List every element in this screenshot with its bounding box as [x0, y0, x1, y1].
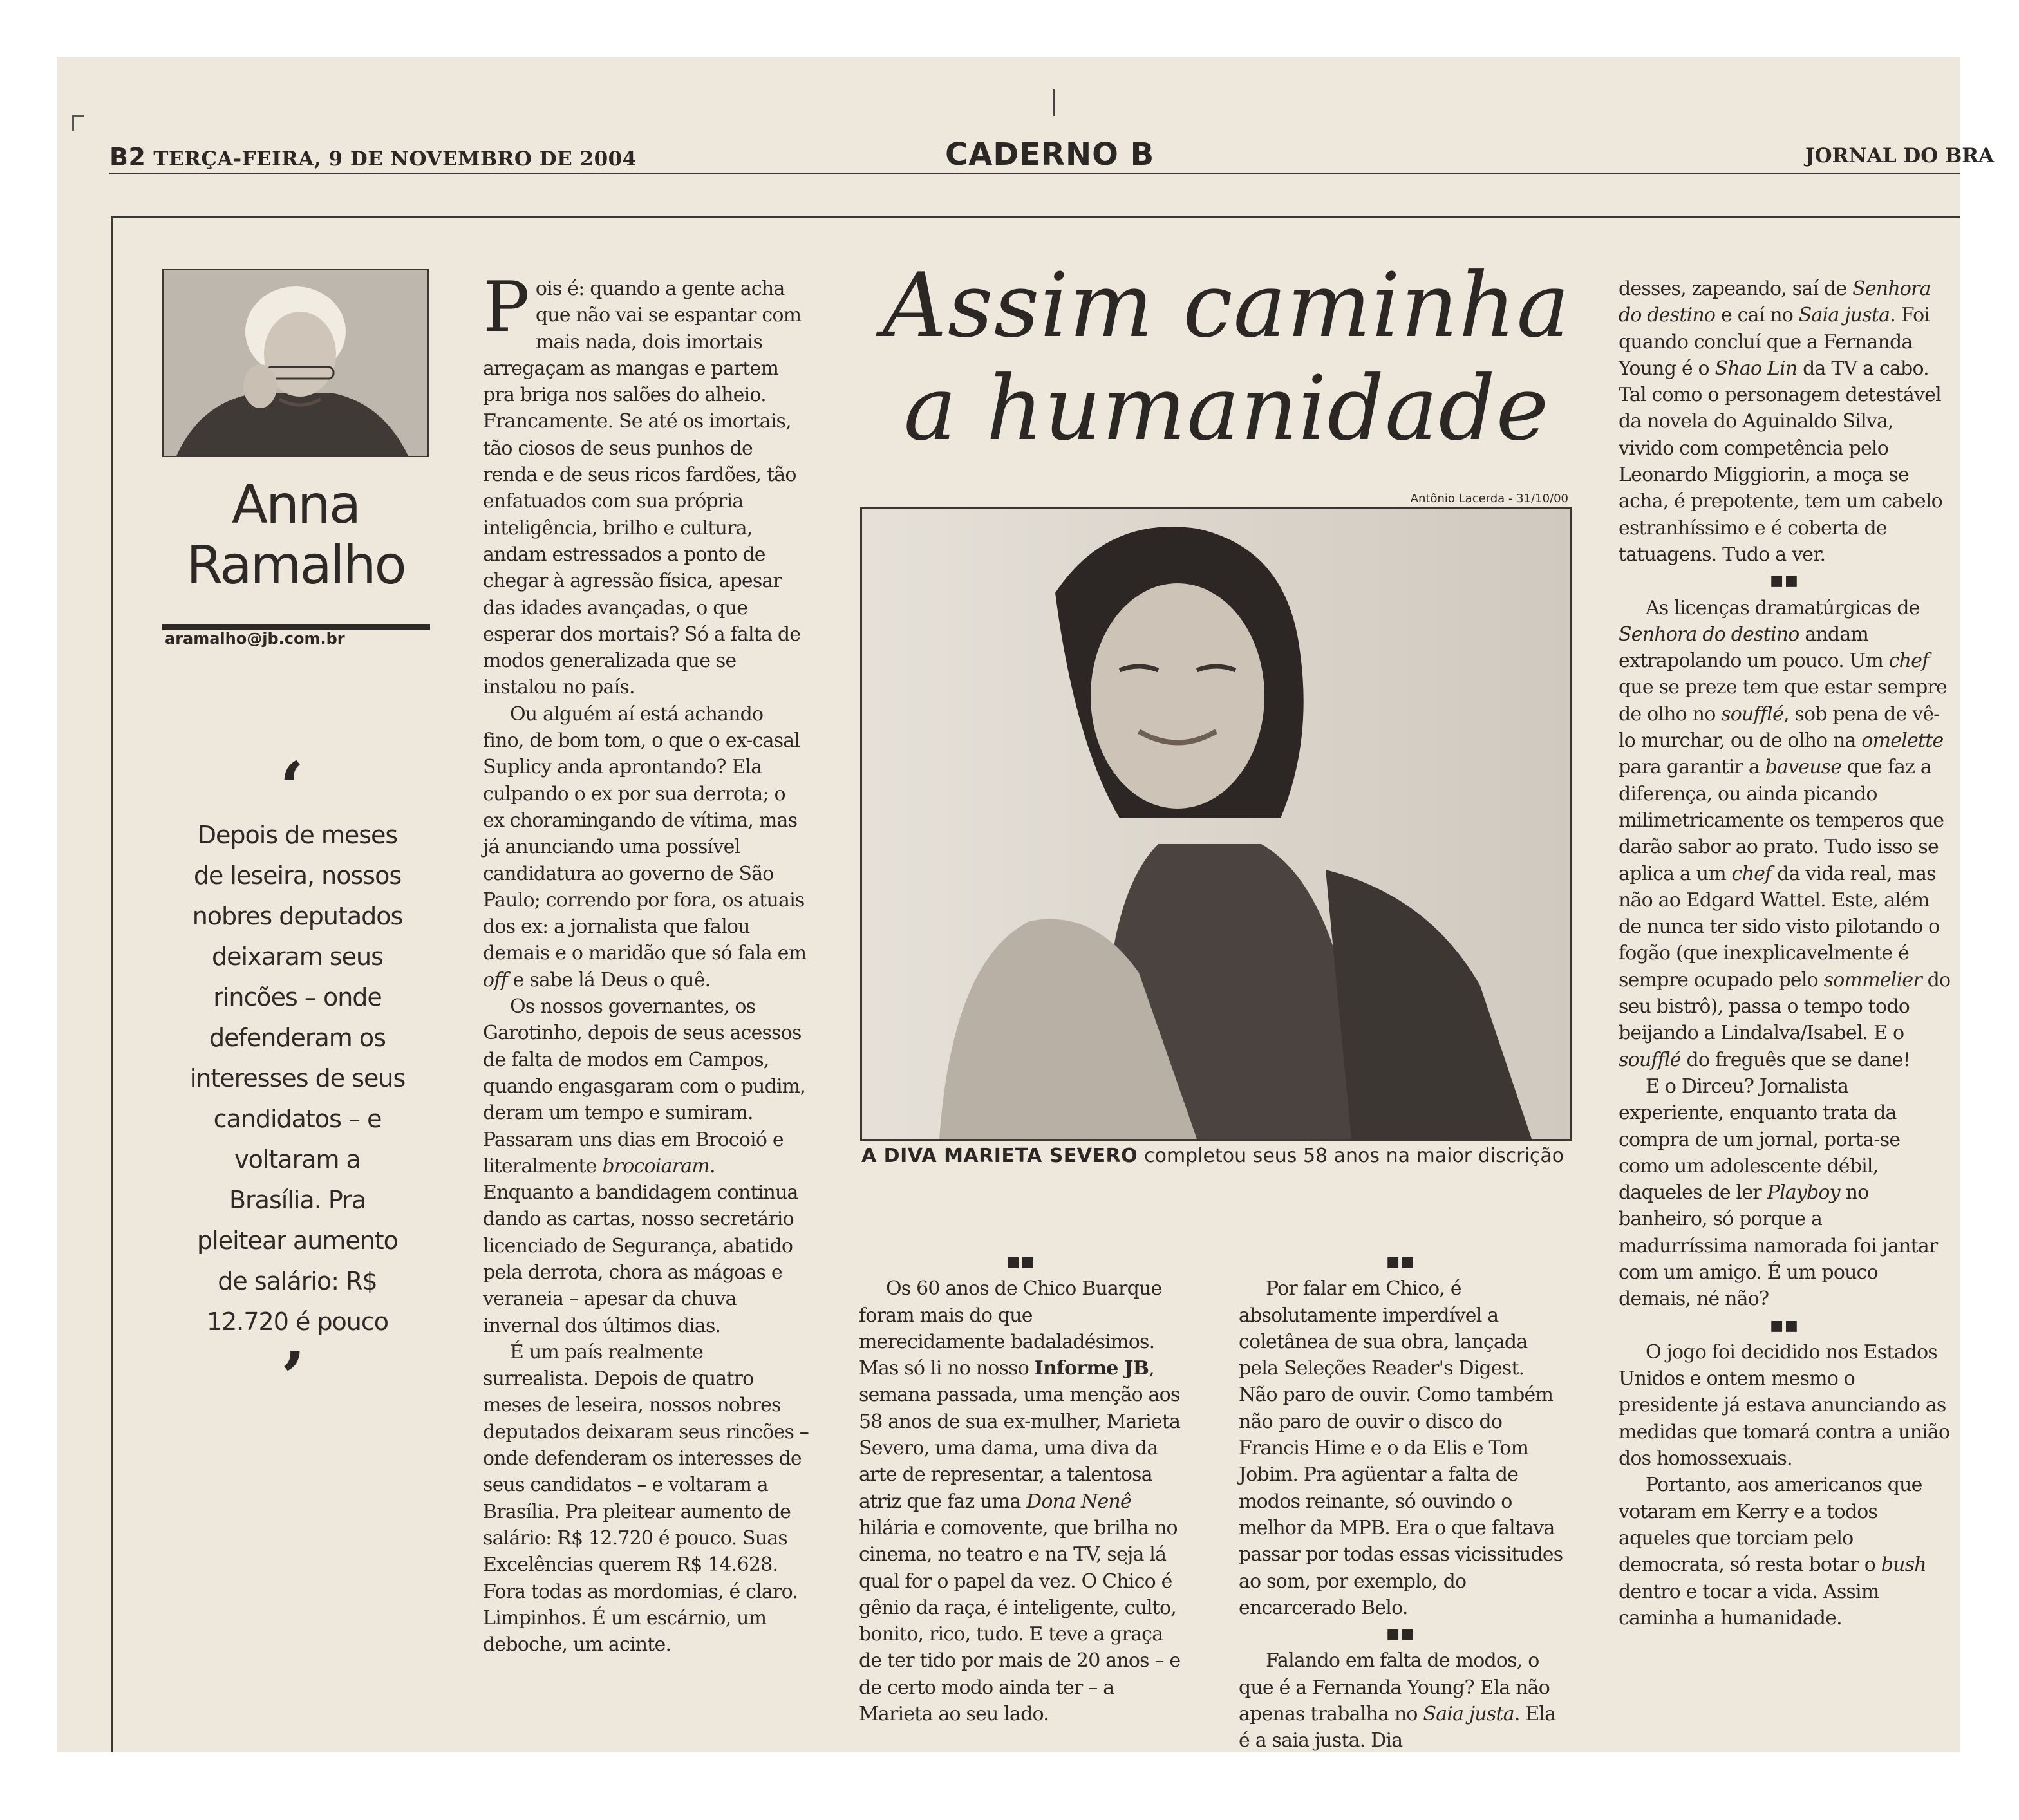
paragraph: Os 60 anos de Chico Buarque foram mais do que merecidamente badaladésimos. Mas só li no nosso Informe JB, semana passada, uma menção aos 58 anos de sua ex-mulher, Marieta Severo, uma dama, uma diva da arte de representar, a talentosa atriz que faz uma Dona Nenê hilária e comovente, que brilha no cinema, no teatro e na TV, seja lá qual for o papel da vez. O Chico é gênio da raça, é inteligente, culto, bonito, rico, tudo. E teve a graça de ter tido por mais de 20 anos – e de certo modo ainda ter – a Marieta ao seu lado. — [859, 1277, 1181, 1726]
article-column-3 — [859, 1249, 1183, 1727]
columnist-portrait-image — [164, 270, 427, 456]
photo-caption — [861, 1145, 1570, 1167]
section-title: CADERNO B — [945, 136, 1155, 173]
section-separator: ■■ — [1386, 1254, 1416, 1270]
drop-cap: P — [483, 267, 529, 348]
section-separator: ■■ — [1386, 1626, 1416, 1643]
caption-lead: A DIVA MARIETA SEVERO — [861, 1145, 1138, 1167]
article-column-1 — [483, 267, 809, 1658]
quote-close-mark: ’ — [281, 1336, 306, 1419]
article-headline — [863, 254, 1590, 460]
article-column-4 — [1239, 1249, 1563, 1754]
caption-text: completou seus 58 anos na maior discrição — [1144, 1145, 1564, 1167]
issue-date: TERÇA-FEIRA, 9 DE NOVEMBRO DE 2004 — [153, 147, 637, 171]
section-separator: ■■ — [1006, 1254, 1036, 1270]
headline-line-1: Assim caminha — [883, 254, 1570, 357]
columnist-name — [162, 475, 429, 596]
paragraph: E o Dirceu? Jornalista experiente, enquanto trata da compra de um jornal, porta-se como um adolescente débil, daqueles de ler Playboy no banheiro, só porque a madurríssima namorada foi jantar com um amigo. É um pouco demais, né não? — [1619, 1074, 1938, 1311]
column-frame-left — [111, 216, 113, 1752]
paragraph: Portanto, aos americanos que votaram em Kerry e a todos aqueles que torciam pelo democrata, só resta botar o bush dentro e tocar a vida. Assim caminha a humanidade. — [1619, 1474, 1926, 1629]
newspaper-name: JORNAL DO BRA — [1805, 144, 1995, 167]
page-header-left — [109, 143, 637, 171]
main-photo — [860, 507, 1572, 1141]
paragraph: Os nossos governantes, os Garotinho, depois de seus acessos de falta de modos em Campos, quando engasgaram com o pudim, deram um tempo e sumiram. Passaram uns dias em Brocoió e literalmente brocoiaram. Enquanto a bandidagem continua dando as cartas, nosso secretário licenciado de Segurança, abatido pela derrota, chora as mágoas e veraneia – apesar da chuva invernal dos últimos dias. — [483, 995, 806, 1337]
paragraph: Ou alguém aí está achando fino, de bom tom, o que o ex-casal Suplicy anda aprontando? Ela culpando o ex por sua derrota; o ex choramingando de vítima, mas já anunciando uma possível candidatura ao governo de São Paulo; correndo por fora, os atuais dos ex: a jornalista que falou demais e o maridão que só fala em off e sabe lá Deus o quê. — [483, 702, 807, 991]
page-number: B2 — [109, 143, 146, 171]
fold-mark — [1053, 89, 1055, 116]
paragraph: Falando em falta de modos, o que é a Fernanda Young? Ela não apenas trabalha no Saia justa. Ela é a saia justa. Dia — [1239, 1649, 1556, 1752]
woman-portrait-image — [862, 509, 1570, 1139]
headline-line-2: a humanidade — [903, 357, 1550, 460]
columnist-email[interactable]: aramalho@jb.com.br — [165, 630, 345, 648]
paragraph: desses, zapeando, saí de Senhora do destino e caí no Saia justa. Foi quando concluí que a Fernanda Young é o Shao Lin da TV a cabo. Tal como o personagem detestável da novela do Aguinaldo Silva, vivido com competência pelo Leonardo Miggiorin, a moça se acha, é prepotente, tem um cabelo estranhíssimo e é coberta de tatuagens. Tudo a ver. — [1619, 277, 1942, 566]
paragraph: O jogo foi decidido nos Estados Unidos e ontem mesmo o presidente já estava anunciando as medidas que tomará contra a união dos homossexuais. — [1619, 1340, 1950, 1470]
header-rule — [109, 173, 1960, 174]
paragraph: Por falar em Chico, é absolutamente imperdível a coletânea de sua obra, lançada pela Seleções Reader's Digest. Não paro de ouvir. Como também não paro de ouvir o disco do Francis Hime e o da Elis e Tom Jobim. Pra agüentar a falta de modos reinante, só ouvindo o melhor da MPB. Era o que faltava passar por todas essas vicissitudes ao som, por exemplo, do encarcerado Belo. — [1239, 1277, 1563, 1619]
paragraph: É um país realmente surrealista. Depois de quatro meses de leseira, nossos nobres deputados deixaram seus rincões – onde defenderam os interesses de seus candidatos – e voltaram a Brasília. Pra pleitear aumento de salário: R$ 12.720 é pouco. Suas Excelências querem R$ 14.628. Fora todas as mordomias, é claro. Limpinhos. É um escárnio, um deboche, um acinte. — [483, 1340, 809, 1656]
columnist-photo — [162, 269, 429, 457]
columnist-first-name: Anna — [231, 474, 360, 536]
column-frame-top — [111, 216, 1960, 218]
article-column-5 — [1619, 276, 1951, 1631]
section-separator: ■■ — [1770, 573, 1799, 590]
pull-quote: Depois de meses de leseira, nossos nobres deputados deixaram seus rincões – onde defenderam os interesses de seus candidatos – e voltaram a Brasília. Pra pleitear aumento de salário: R$ 12.720 é pouco — [189, 821, 406, 1336]
photo-credit: Antônio Lacerda - 31/10/00 — [1410, 492, 1568, 505]
paragraph: Pois é: quando a gente acha que não vai se espantar com mais nada, dois imortais arregaçam as mangas e partem pra briga nos salões do alheio. Francamente. Se até os imortais, tão ciosos de seus punhos de renda e de seus ricos fardões, tão enfatuados com sua própria inteligência, brilho e cultura, andam estressados a ponto de chegar à agressão física, apesar das idades avançadas, o que esperar dos mortais? Só a falta de modos generalizada que se instalou no país. — [483, 267, 802, 699]
paragraph: As licenças dramatúrgicas de Senhora do destino andam extrapolando um pouco. Um chef que se preze tem que estar sempre de olho no soufflé, sob pena de vê-lo murchar, ou de olho na omelette para garantir a baveuse que faz a diferença, ou ainda picando milimetricamente os temperos que darão sabor ao prato. Tudo isso se aplica a um chef da vida real, mas não ao Edgard Wattel. Este, além de nunca ter sido visto pilotando o fogão (que inexplicavelmente é sempre ocupado pelo sommelier do seu bistrô), passa o tempo todo beijando a Lindalva/Isabel. E o soufflé do freguês que se dane! — [1619, 596, 1951, 1071]
quote-open-mark: ‘ — [279, 746, 305, 829]
section-separator: ■■ — [1770, 1317, 1799, 1334]
columnist-last-name: Ramalho — [186, 535, 405, 596]
crop-mark — [72, 115, 84, 131]
